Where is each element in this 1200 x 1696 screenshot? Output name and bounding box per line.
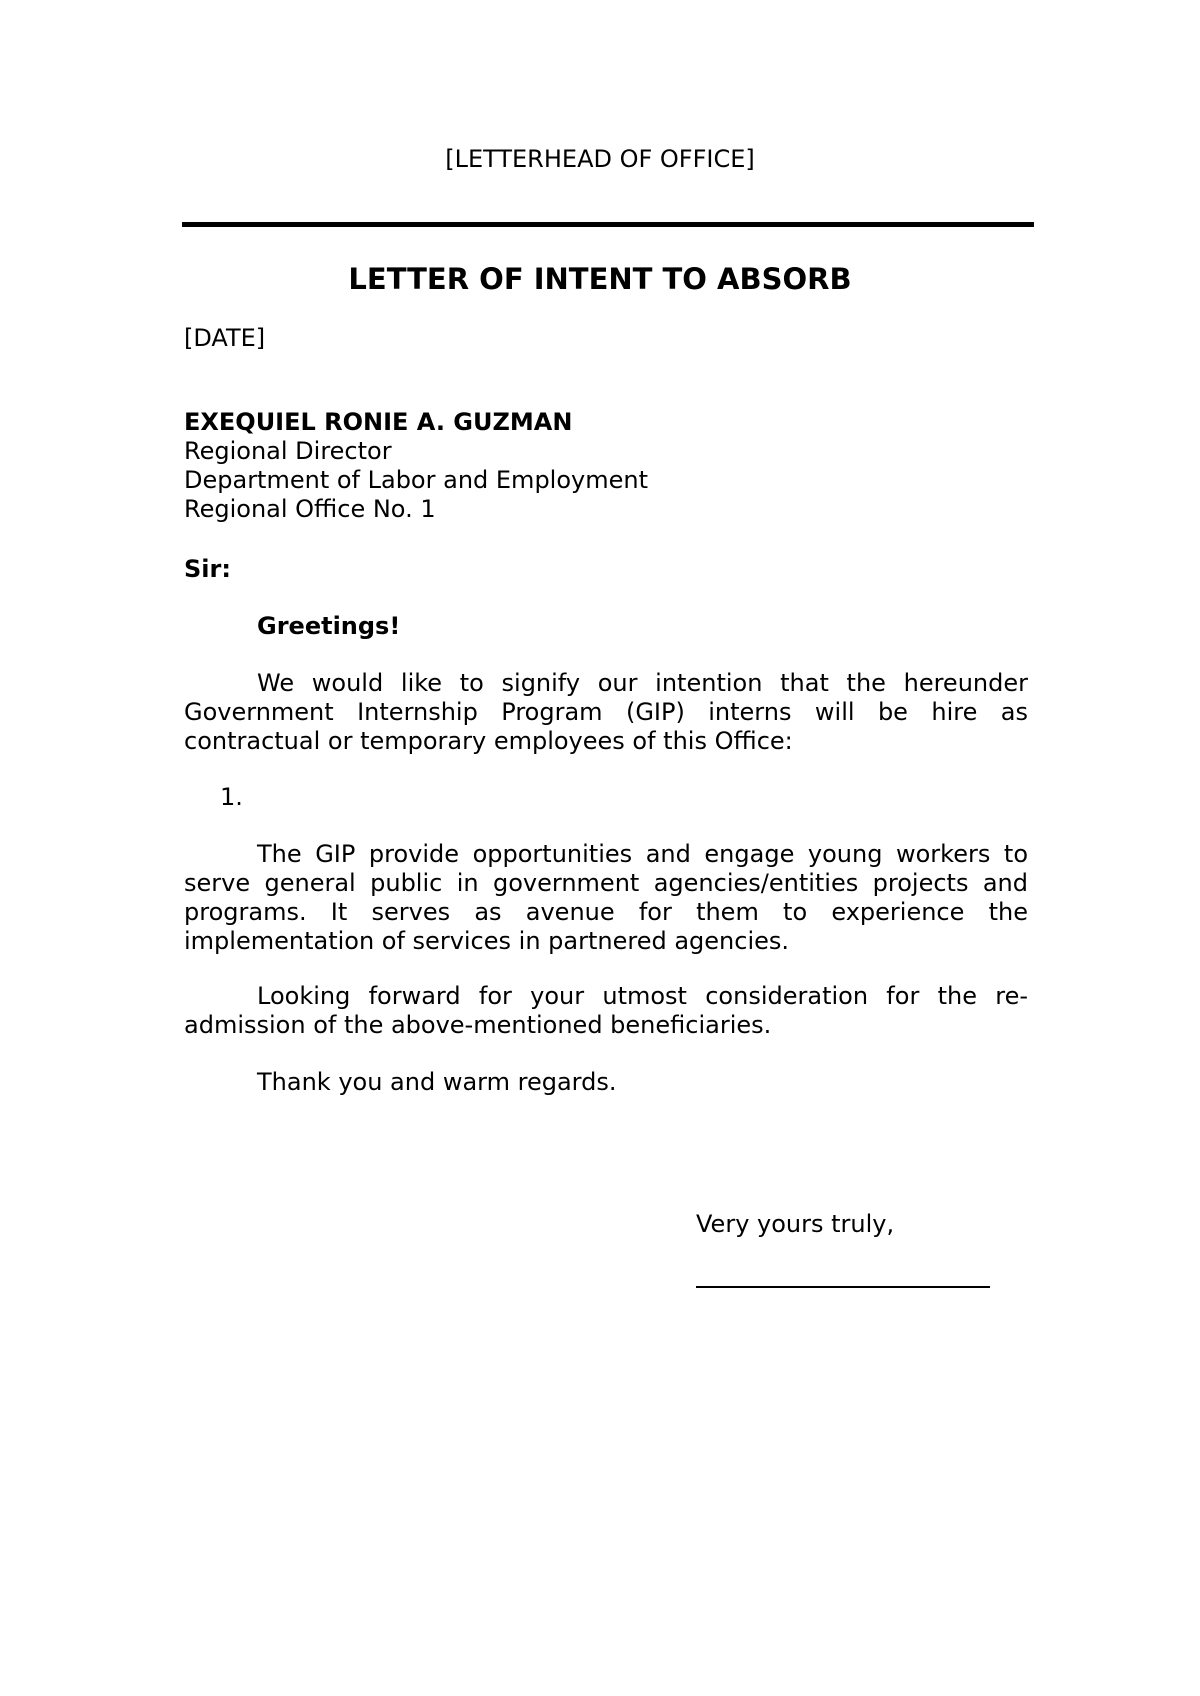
intent-paragraph: We would like to signify our intention that the hereunder Government Internship Program (GIP) interns will be hire as contractual or temporary employees of this Office: [184, 669, 1028, 755]
letter-title: LETTER OF INTENT TO ABSORB [348, 262, 852, 296]
addressee-name: EXEQUIEL RONIE A. GUZMAN [184, 408, 573, 436]
closing: Very yours truly, [696, 1210, 895, 1238]
letterhead: [LETTERHEAD OF OFFICE] [445, 145, 755, 173]
addressee-block [184, 408, 1028, 524]
signature-line [696, 1286, 990, 1288]
consideration-paragraph: Looking forward for your utmost consideration for the re-admission of the above-mentioned beneficiaries. [184, 982, 1028, 1039]
addressee-office: Regional Office No. 1 [184, 495, 436, 523]
addressee-position: Regional Director [184, 437, 392, 465]
gip-paragraph: The GIP provide opportunities and engage young workers to serve general public in government agencies/entities projects and programs. It serves as avenue for them to experience the implementation of services in partnered agencies. [184, 840, 1028, 955]
salutation: Sir: [184, 555, 231, 583]
addressee-department: Department of Labor and Employment [184, 466, 648, 494]
greeting: Greetings! [257, 612, 401, 640]
thanks-paragraph: Thank you and warm regards. [257, 1068, 617, 1096]
letter-date: [DATE] [184, 324, 266, 352]
header-rule [182, 222, 1034, 227]
intern-list-item: 1. [220, 783, 243, 811]
